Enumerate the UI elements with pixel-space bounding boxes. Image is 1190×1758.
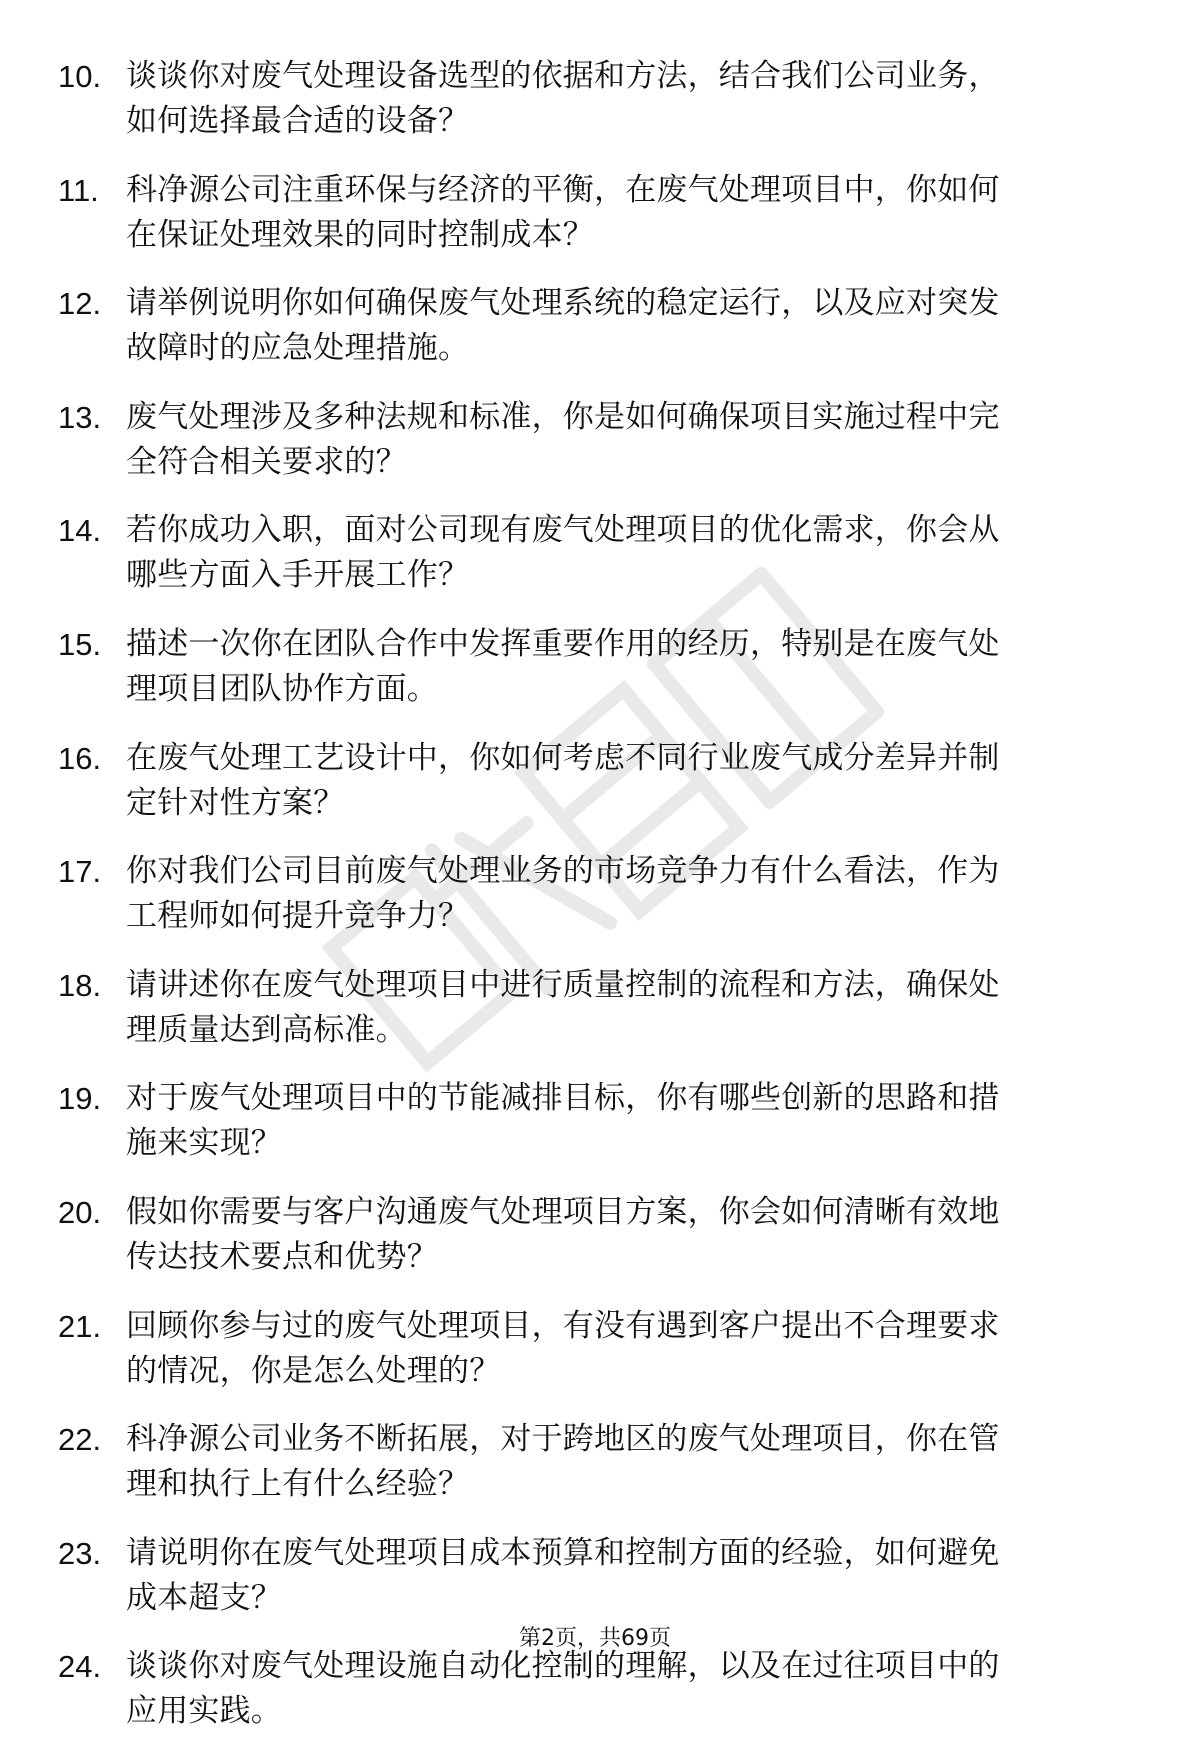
question-item — [58, 1304, 1118, 1394]
question-item — [58, 963, 1118, 1053]
question-item — [58, 281, 1118, 371]
question-number: 19. — [58, 1081, 102, 1117]
question-text: 谈谈你对废气处理设施自动化控制的理解，以及在过往项目中的 应用实践。 — [126, 1648, 1000, 1730]
question-item — [58, 736, 1118, 826]
question-item — [58, 1190, 1118, 1280]
question-text: 对于废气处理项目中的节能减排目标，你有哪些创新的思路和措 施来实现？ — [126, 1080, 1000, 1162]
question-item — [58, 1076, 1118, 1166]
question-number: 10. — [58, 59, 102, 94]
question-number: 15. — [58, 626, 102, 662]
question-item — [58, 54, 1118, 144]
question-item — [58, 849, 1118, 939]
question-text: 描述一次你在团队合作中发挥重要作用的经历，特别是在废气处 理项目团队协作方面。 — [126, 625, 1000, 707]
question-text: 你对我们公司目前废气处理业务的市场竞争力有什么看法，作为 工程师如何提升竞争力？ — [126, 853, 1000, 935]
question-number: 20. — [58, 1194, 102, 1230]
question-item — [58, 1531, 1118, 1621]
question-item — [58, 508, 1118, 598]
question-item — [58, 1644, 1118, 1734]
question-text: 废气处理涉及多种法规和标准，你是如何确保项目实施过程中完 全符合相关要求的？ — [126, 398, 1000, 480]
question-text: 请讲述你在废气处理项目中进行质量控制的流程和方法，确保处 理质量达到高标准。 — [126, 966, 1000, 1048]
question-number: 21. — [58, 1308, 102, 1344]
question-number: 18. — [58, 967, 102, 1003]
question-number: 13. — [58, 399, 102, 435]
question-text: 在废气处理工艺设计中，你如何考虑不同行业废气成分差异并制 定针对性方案？ — [126, 739, 1000, 821]
question-number: 14. — [58, 513, 102, 549]
question-item — [58, 168, 1118, 258]
question-number: 16. — [58, 740, 102, 776]
question-list — [58, 54, 1118, 1758]
question-item — [58, 395, 1118, 485]
question-number: 22. — [58, 1422, 102, 1458]
question-number: 23. — [58, 1535, 102, 1571]
question-number: 17. — [58, 854, 102, 890]
question-number: 11. — [58, 172, 99, 208]
question-text: 科净源公司业务不断拓展，对于跨地区的废气处理项目，你在管 理和执行上有什么经验？ — [126, 1421, 1000, 1503]
question-number: 24. — [58, 1649, 102, 1685]
question-text: 科净源公司注重环保与经济的平衡，在废气处理项目中，你如何 在保证处理效果的同时控制成本？ — [126, 171, 1000, 253]
question-text: 谈谈你对废气处理设备选型的依据和方法，结合我们公司业务， 如何选择最合适的设备？ — [126, 58, 1000, 139]
page-indicator: 第2页，共69页 — [519, 1626, 671, 1651]
question-number: 12. — [58, 286, 102, 322]
question-text: 若你成功入职，面对公司现有废气处理项目的优化需求，你会从 哪些方面入手开展工作？ — [126, 512, 1000, 594]
question-text: 请举例说明你如何确保废气处理系统的稳定运行，以及应对突发 故障时的应急处理措施。 — [126, 285, 1000, 367]
question-item — [58, 622, 1118, 712]
question-item — [58, 1417, 1118, 1507]
question-text: 回顾你参与过的废气处理项目，有没有遇到客户提出不合理要求 的情况，你是怎么处理的？ — [126, 1307, 1000, 1389]
question-text: 假如你需要与客户沟通废气处理项目方案，你会如何清晰有效地 传达技术要点和优势？ — [126, 1193, 1000, 1275]
question-text: 请说明你在废气处理项目成本预算和控制方面的经验，如何避免 成本超支？ — [126, 1534, 1000, 1616]
